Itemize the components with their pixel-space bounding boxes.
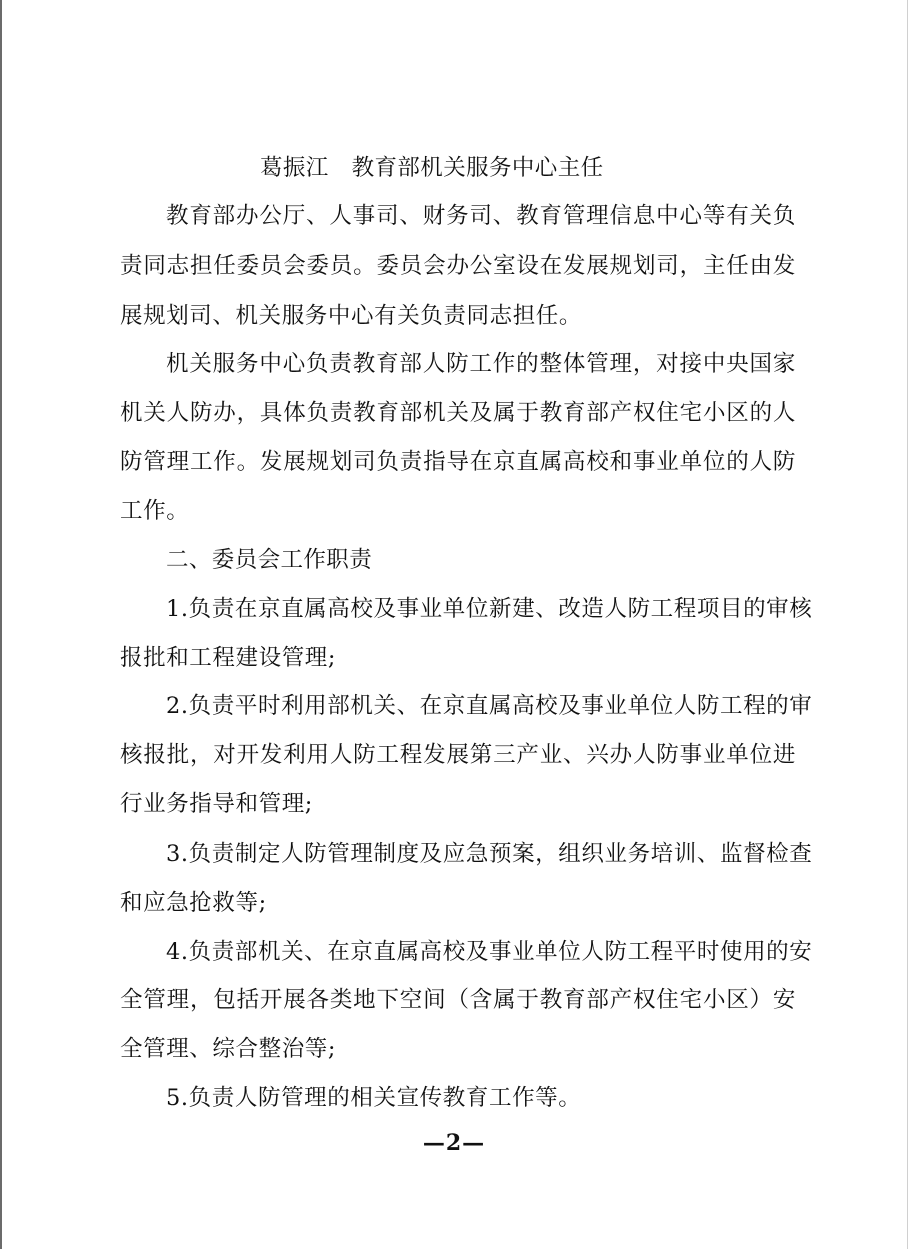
- paragraph-line: 机关人防办，具体负责教育部机关及属于教育部产权住宅小区的人: [120, 400, 796, 426]
- duty-line: 和应急抢救等;: [120, 890, 267, 916]
- duty-line: 报批和工程建设管理;: [120, 645, 337, 671]
- page-left-edge: [0, 0, 2, 1249]
- paragraph-line: 机关服务中心负责教育部人防工作的整体管理，对接中央国家: [166, 351, 796, 377]
- duty-line: 全管理，包括开展各类地下空间（含属于教育部产权住宅小区）安: [120, 987, 796, 1013]
- paragraph-line: 防管理工作。发展规划司负责指导在京直属高校和事业单位的人防: [120, 449, 796, 475]
- paragraph-line: 教育部办公厅、人事司、财务司、教育管理信息中心等有关负: [166, 203, 796, 229]
- paragraph-line: 展规划司、机关服务中心有关负责同志担任。: [120, 303, 583, 329]
- duty-line: 5.负责人防管理的相关宣传教育工作等。: [166, 1085, 582, 1111]
- duty-line: 3.负责制定人防管理制度及应急预案，组织业务培训、监督检查: [166, 841, 813, 867]
- duty-line: 核报批，对开发利用人防工程发展第三产业、兴办人防事业单位进: [120, 742, 796, 768]
- page-number: —2—: [422, 1130, 486, 1156]
- paragraph-line: 工作。: [120, 498, 190, 524]
- paragraph-line: 责同志担任委员会委员。委员会办公室设在发展规划司，主任由发: [120, 253, 796, 279]
- committee-member-line: 葛振江 教育部机关服务中心主任: [260, 155, 604, 181]
- duty-line: 行业务指导和管理;: [120, 791, 313, 817]
- section-heading: 二、委员会工作职责: [166, 547, 373, 573]
- duty-line: 全管理、综合整治等;: [120, 1036, 337, 1062]
- duty-line: 2.负责平时利用部机关、在京直属高校及事业单位人防工程的审: [166, 693, 813, 719]
- duty-line: 1.负责在京直属高校及事业单位新建、改造人防工程项目的审核: [166, 596, 813, 622]
- duty-line: 4.负责部机关、在京直属高校及事业单位人防工程平时使用的安: [166, 939, 813, 965]
